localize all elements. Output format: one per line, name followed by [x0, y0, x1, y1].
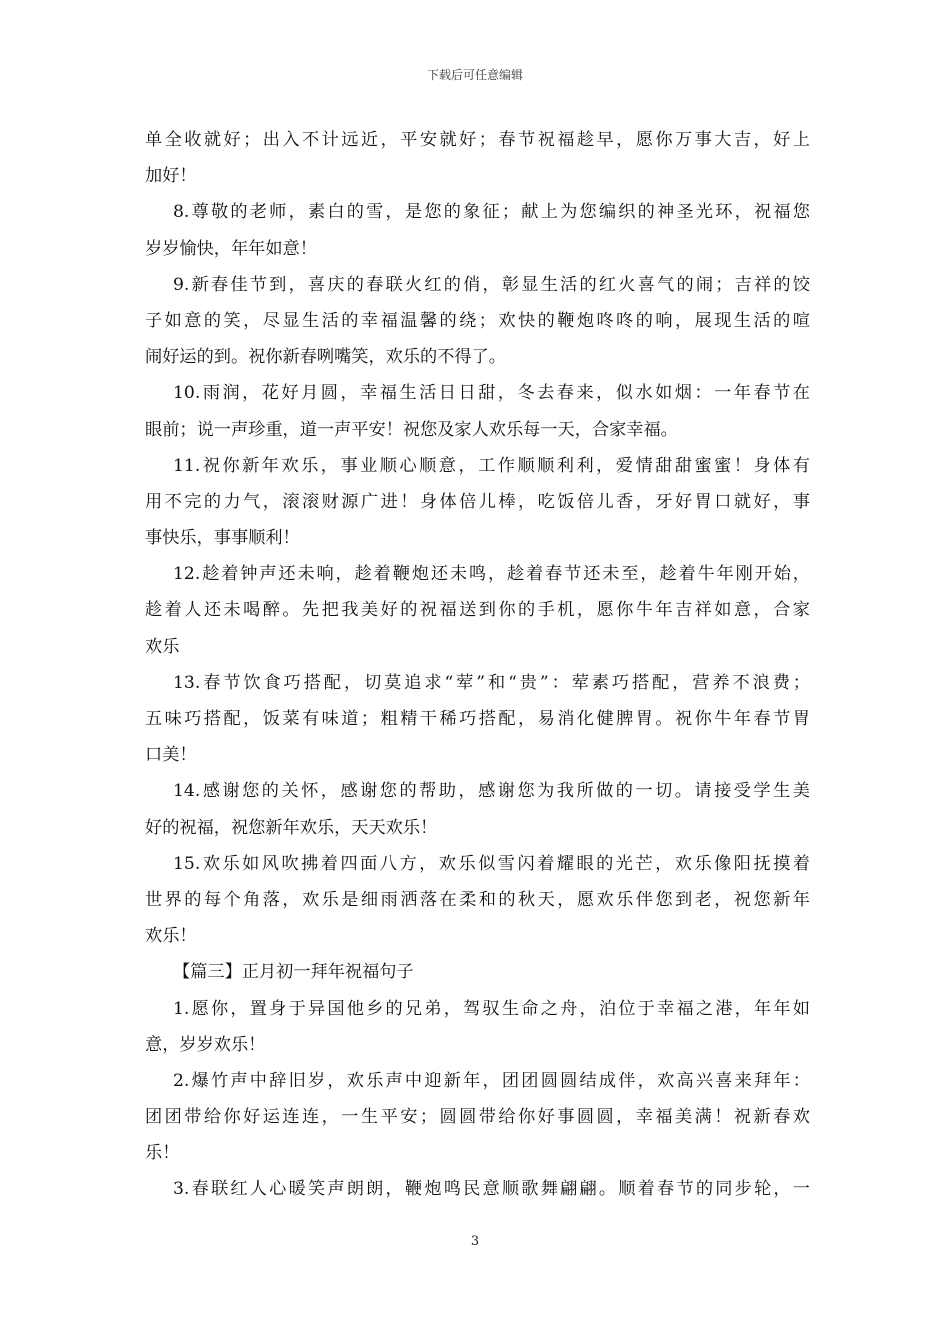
- document-body: [145, 122, 810, 1208]
- text-line: 五味巧搭配，饭菜有味道；粗精干稀巧搭配，易消化健脾胃。祝你牛年春节胃: [145, 709, 810, 729]
- text-line: 乐！: [145, 1143, 180, 1164]
- text-line: 岁岁愉快，年年如意！: [145, 238, 317, 259]
- page-header: 下载后可任意编辑: [426, 68, 523, 82]
- text-line: 用不完的力气，滚滚财源广进！身体倍儿棒，吃饭倍儿香，牙好胃口就好，事: [145, 491, 810, 512]
- text-line: 8.尊敬的老师，素白的雪，是您的象征；献上为您编织的神圣光环，祝福您: [173, 202, 810, 223]
- text-line: 事快乐，事事顺利！: [145, 528, 300, 549]
- text-line: 13.春节饮食巧搭配，切莫追求“荤”和“贵”：荤素巧搭配，营养不浪费；: [173, 672, 810, 693]
- text-line: 加好！: [145, 166, 197, 187]
- text-line: 1.愿你，置身于异国他乡的兄弟，驾驭生命之舟，泊位于幸福之港，年年如: [173, 998, 810, 1019]
- text-line: 欢乐！: [145, 926, 197, 947]
- text-line: 世界的每个角落，欢乐是细雨洒落在柔和的秋天，愿欢乐伴您到老，祝您新年: [145, 889, 810, 910]
- text-line: 好的祝福，祝您新年欢乐，天天欢乐！: [145, 817, 438, 838]
- text-line: 11.祝你新年欢乐，事业顺心顺意，工作顺顺利利，爱情甜甜蜜蜜！身体有: [173, 455, 810, 476]
- text-line: 3.春联红人心暖笑声朗朗，鞭炮鸣民意顺歌舞翩翩。顺着春节的同步轮，一: [173, 1179, 810, 1200]
- text-line: 趁着人还未喝醉。先把我美好的祝福送到你的手机，愿你牛年吉祥如意，合家: [145, 600, 810, 621]
- text-line: 10.雨润，花好月圆，幸福生活日日甜，冬去春来，似水如烟：一年春节在: [173, 383, 810, 404]
- page-number: 3: [470, 1234, 480, 1249]
- text-line: 口美！: [145, 745, 197, 766]
- text-line: 9.新春佳节到，喜庆的春联火红的俏，彰显生活的红火喜气的闹；吉祥的饺: [173, 274, 810, 295]
- text-line: 眼前；说一声珍重，道一声平安！祝您及家人欢乐每一天，合家幸福。: [145, 419, 678, 440]
- text-line: 14.感谢您的关怀，感谢您的帮助，感谢您为我所做的一切。请接受学生美: [173, 781, 810, 802]
- text-line: 单全收就好；出入不计远近，平安就好；春节祝福趁早，愿你万事大吉，好上: [145, 130, 810, 150]
- text-line: 子如意的笑，尽显生活的幸福温馨的绕；欢快的鞭炮咚咚的响，展现生活的喧: [145, 310, 810, 331]
- text-line: 意，岁岁欢乐！: [145, 1034, 266, 1055]
- text-line: 2.爆竹声中辞旧岁，欢乐声中迎新年，团团圆圆结成伴，欢高兴喜来拜年：: [173, 1070, 810, 1091]
- text-line: 闹好运的到。祝你新春咧嘴笑，欢乐的不得了。: [145, 347, 506, 368]
- text-line: 欢乐: [145, 636, 180, 657]
- text-line: 12.趁着钟声还未响，趁着鞭炮还未鸣，趁着春节还未至，趁着牛年刚开始，: [173, 564, 810, 585]
- text-line: 团团带给你好运连连，一生平安；圆圆带给你好事圆圆，幸福美满！祝新春欢: [145, 1107, 810, 1128]
- section-heading: 【篇三】正月初一拜年祝福句子: [173, 962, 414, 983]
- text-line: 15.欢乐如风吹拂着四面八方，欢乐似雪闪着耀眼的光芒，欢乐像阳抚摸着: [173, 853, 810, 874]
